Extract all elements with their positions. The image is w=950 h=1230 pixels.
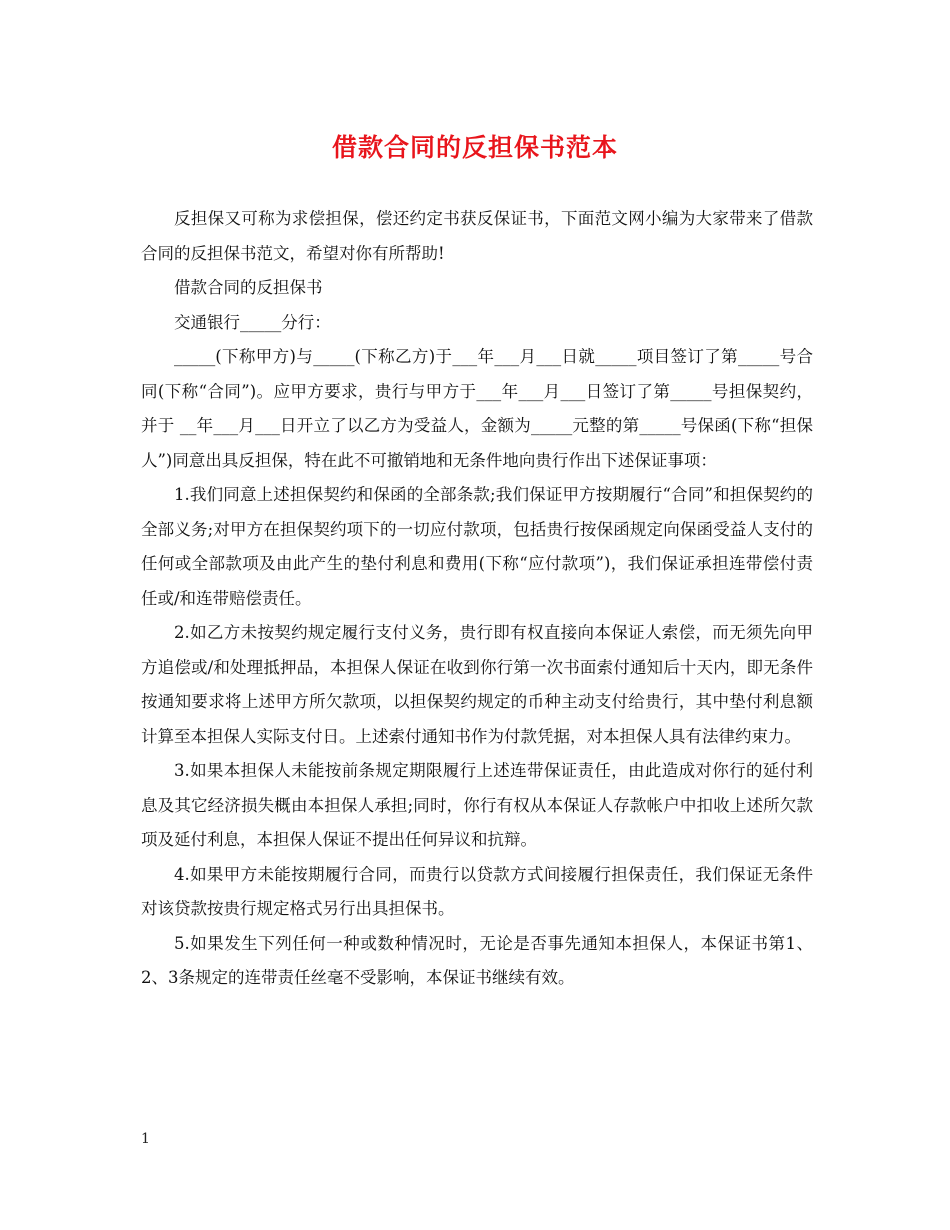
document-title: 借款合同的反担保书范本 [331, 133, 618, 162]
clause-3-paragraph: 3.如果本担保人未能按前条规定期限履行上述连带保证责任，由此造成对你行的延付利息及其它经济损失概由本担保人承担;同时，你行有权从本保证人存款帐户中扣收上述所欠款项及延付利息，本担保人保证不提出任何异议和抗辩。 [141, 761, 813, 849]
clause-1-paragraph: 1.我们同意上述担保契约和保函的全部条款;我们保证甲方按期履行“合同”和担保契约的全部义务;对甲方在担保契约项下的一切应付款项，包括贵行按保函规定向保函受益人支付的任何或全部款项及由此产生的垫付利息和费用(下称“应付款项”)，我们保证承担连带偿付责任或/和连带赔偿责任。 [141, 485, 813, 608]
clause-2-paragraph: 2.如乙方未按契约规定履行支付义务，贵行即有权直接向本保证人索偿，而无须先向甲方追偿或/和处理抵押品，本担保人保证在收到你行第一次书面索付通知后十天内，即无条件按通知要求将上述甲方所欠款项，以担保契约规定的币种主动支付给贵行，其中垫付利息额计算至本担保人实际支付日。上述索付通知书作为付款凭据，对本担保人具有法律约束力。 [141, 623, 813, 746]
contract-heading: 借款合同的反担保书 [174, 278, 323, 297]
intro-paragraph: 反担保又可称为求偿担保，偿还约定书获反保证书，下面范文网小编为大家带来了借款合同的反担保书范文，希望对你有所帮助! [141, 209, 813, 263]
clause-5-paragraph: 5.如果发生下列任何一种或数种情况时，无论是否事先通知本担保人，本保证书第1、2、3条规定的连带责任丝毫不受影响，本保证书继续有效。 [141, 933, 813, 987]
page-number: 1 [141, 1131, 150, 1147]
preamble-paragraph: _____(下称甲方)与_____(下称乙方)于___年___月___日就_____项目签订了第_____号合同(下称“合同”)。应甲方要求，贵行与甲方于___年___月___日签订了第_____号担保契约，并于 __年___月___日开立了以乙方为受益人，金额为_____元整的第_____号保函(下称“担保人”)同意出具反担保，特在此不可撤销地和无条件地向贵行作出下述保证事项： [141, 347, 813, 470]
document-body [141, 202, 813, 996]
addressee-line: 交通银行_____分行： [174, 312, 331, 332]
clause-4-paragraph: 4.如果甲方未能按期履行合同，而贵行以贷款方式间接履行担保责任，我们保证无条件对该贷款按贵行规定格式另行出具担保书。 [141, 864, 813, 918]
